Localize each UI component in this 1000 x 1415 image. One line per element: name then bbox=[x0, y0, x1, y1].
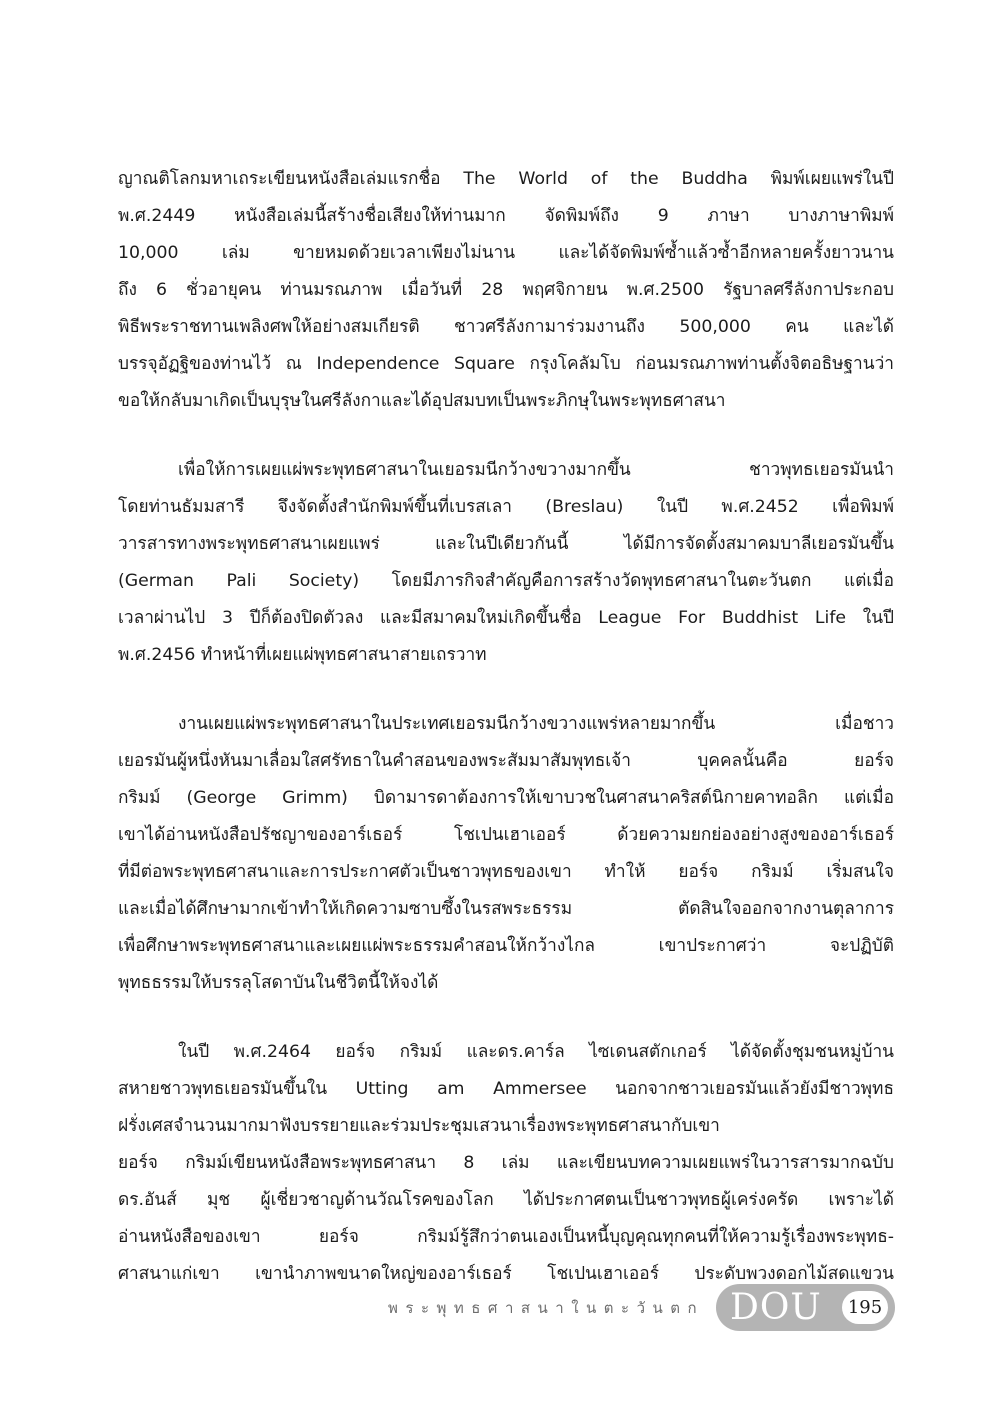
text-line: พ.ศ.2456 ทำหน้าที่เผยแผ่พุทธศาสนาสายเถรวาท bbox=[118, 645, 487, 665]
text-line: สหายชาวพุทธเยอรมันขึ้นใน Utting am Ammersee นอกจากชาวเยอรมันแล้วยังมีชาวพุทธ bbox=[118, 1079, 894, 1099]
text-line: และเมื่อได้ศึกษามากเข้าทำให้เกิดความซาบซึ้งในรสพระธรรม ตัดสินใจออกจากงานตุลาการ bbox=[118, 899, 894, 919]
text-line: ยอร์จ กริมม์เขียนหนังสือพระพุทธศาสนา 8 เล่ม และเขียนบทความเผยแพร่ในวารสารมากฉบับ bbox=[118, 1153, 894, 1173]
text-line: เยอรมันผู้หนึ่งหันมาเลื่อมใสศรัทธาในคำสอนของพระสัมมาสัมพุทธเจ้า บุคคลนั้นคือ ยอร์จ bbox=[118, 751, 894, 771]
text-line: ศาสนาแก่เขา เขานำภาพขนาดใหญ่ของอาร์เธอร์ โชเปนเฮาเออร์ ประดับพวงดอกไม้สดแขวน bbox=[118, 1264, 894, 1284]
text-line: ญาณติโลกมหาเถระเขียนหนังสือเล่มแรกชื่อ The World of the Buddha พิมพ์เผยแพร่ในปี bbox=[118, 169, 894, 189]
text-line: ถึง 6 ชั่วอายุคน ท่านมรณภาพ เมื่อวันที่ 28 พฤศจิกายน พ.ศ.2500 รัฐบาลศรีลังกาประกอบ bbox=[118, 280, 894, 300]
text-line: ในปี พ.ศ.2464 ยอร์จ กริมม์ และดร.คาร์ล ไซเดนสตักเกอร์ ได้จัดตั้งชุมชนหมู่บ้าน bbox=[178, 1042, 894, 1062]
text-line: (German Pali Society) โดยมีภารกิจสำคัญคือการสร้างวัดพุทธศาสนาในตะวันตก แต่เมื่อ bbox=[118, 571, 894, 591]
text-line: 10,000 เล่ม ขายหมดด้วยเวลาเพียงไม่นาน และได้จัดพิมพ์ซ้ำแล้วซ้ำอีกหลายครั้งยาวนาน bbox=[118, 243, 894, 263]
text-line: พิธีพระราชทานเพลิงศพให้อย่างสมเกียรติ ชาวศรีลังกามาร่วมงานถึง 500,000 คน และได้ bbox=[118, 317, 894, 337]
text-line: พ.ศ.2449 หนังสือเล่มนี้สร้างชื่อเสียงให้ท่านมาก จัดพิมพ์ถึง 9 ภาษา บางภาษาพิมพ์ bbox=[118, 206, 894, 226]
text-line: ที่มีต่อพระพุทธศาสนาและการประกาศตัวเป็นชาวพุทธของเขา ทำให้ ยอร์จ กริมม์ เริ่มสนใจ bbox=[118, 862, 894, 882]
text-line: โดยท่านธัมมสารี จึงจัดตั้งสำนักพิมพ์ขึ้นที่เบรสเลา (Breslau) ในปี พ.ศ.2452 เพื่อพิมพ์ bbox=[118, 497, 894, 517]
footer-book-title: พระพุทธศาสนาในตะวันตก bbox=[388, 1299, 705, 1317]
text-line: เพื่อให้การเผยแผ่พระพุทธศาสนาในเยอรมนีกว้างขวางมากขึ้น ชาวพุทธเยอรมันนำ bbox=[178, 460, 894, 480]
text-line: ขอให้กลับมาเกิดเป็นบุรุษในศรีลังกาและได้อุปสมบทเป็นพระภิกษุในพระพุทธศาสนา bbox=[118, 391, 726, 411]
text-line: กริมม์ (George Grimm) บิดามารดาต้องการให้เขาบวชในศาสนาคริสต์นิกายคาทอลิก แต่เมื่อ bbox=[118, 788, 894, 808]
text-line: ฝรั่งเศสจำนวนมากมาฟังบรรยายและร่วมประชุมเสวนาเรื่องพระพุทธศาสนากับเขา bbox=[118, 1116, 720, 1136]
text-line: งานเผยแผ่พระพุทธศาสนาในประเทศเยอรมนีกว้างขวางแพร่หลายมากขึ้น เมื่อชาว bbox=[178, 714, 894, 734]
text-line: เวลาผ่านไป 3 ปีก็ต้องปิดตัวลง และมีสมาคมใหม่เกิดขึ้นชื่อ League For Buddhist Life ในปี bbox=[118, 608, 894, 628]
dou-logo-text: DOU bbox=[730, 1287, 822, 1328]
text-line: ดร.อันส์ มุช ผู้เชี่ยวชาญด้านวัณโรคของโลก ได้ประกาศตนเป็นชาวพุทธผู้เคร่งครัด เพราะได้ bbox=[118, 1190, 894, 1210]
dou-logo-badge bbox=[716, 1284, 895, 1331]
text-line: เขาได้อ่านหนังสือปรัชญาของอาร์เธอร์ โชเปนเฮาเออร์ ด้วยความยกย่องอย่างสูงของอาร์เธอร์ bbox=[118, 825, 894, 845]
text-line: เพื่อศึกษาพระพุทธศาสนาและเผยแผ่พระธรรมคำสอนให้กว้างไกล เขาประกาศว่า จะปฏิบัติ bbox=[118, 936, 894, 956]
text-line: พุทธธรรมให้บรรลุโสดาบันในชีวิตนี้ให้จงได้ bbox=[118, 973, 439, 993]
page-number: 195 bbox=[842, 1291, 888, 1324]
text-line: อ่านหนังสือของเขา ยอร์จ กริมม์รู้สึกว่าตนเองเป็นหนี้บุญคุณทุกคนที่ให้ความรู้เรื่องพระพุทธ- bbox=[118, 1227, 894, 1247]
text-line: วารสารทางพระพุทธศาสนาเผยแพร่ และในปีเดียวกันนี้ ได้มีการจัดตั้งสมาคมบาลีเยอรมันขึ้น bbox=[118, 534, 894, 554]
text-line: บรรจุอัฏฐิของท่านไว้ ณ Independence Square กรุงโคลัมโบ ก่อนมรณภาพท่านตั้งจิตอธิษฐานว่า bbox=[118, 354, 894, 374]
